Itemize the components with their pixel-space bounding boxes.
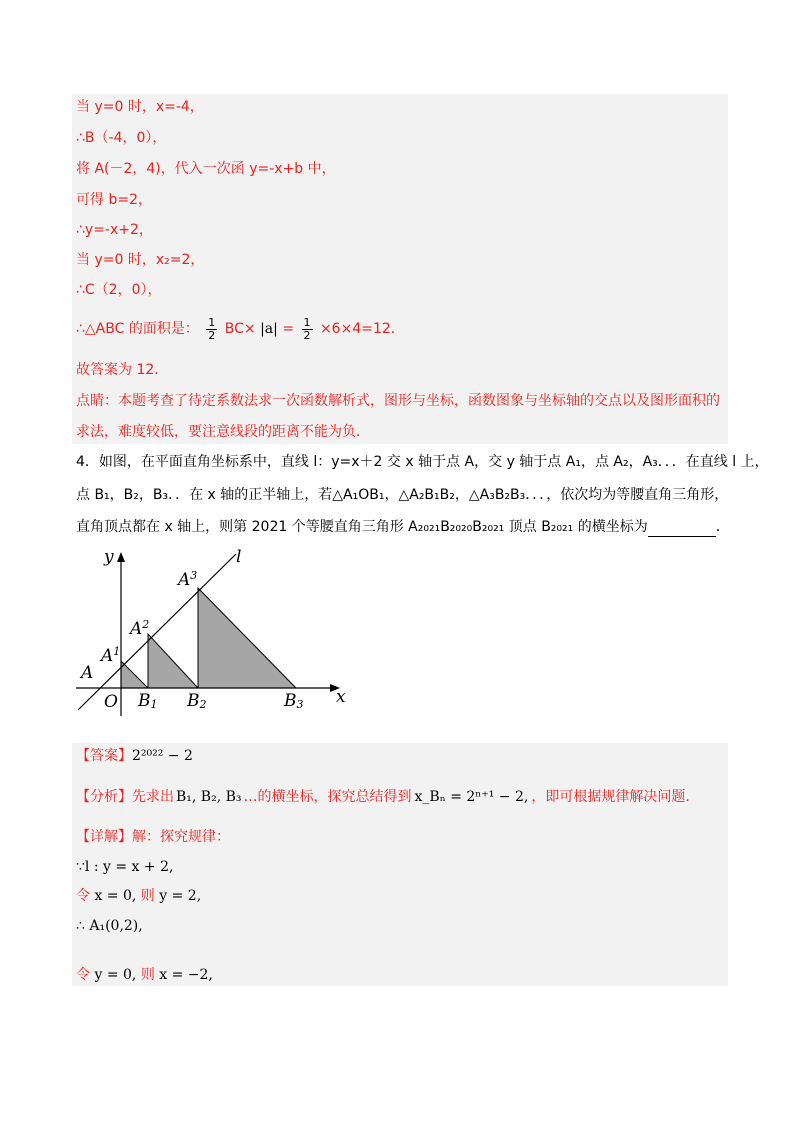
comment-line-1: 点睛：本题考查了待定系数法求一次函数解析式，图形与坐标，函数图象与坐标轴的交点以及图形面积的 [76, 393, 720, 409]
point-a2-label [128, 618, 149, 639]
solution-line-7: ∴C（2，0）， [76, 282, 162, 298]
area-line-bc: BC× [224, 321, 256, 337]
analysis-line [76, 787, 690, 807]
point-a-label: A [81, 663, 94, 683]
step-2-let: 令 [76, 888, 90, 904]
area-line-prefix: ∴△ABC 的面积是： [76, 321, 199, 337]
l-label: l [236, 547, 242, 567]
question-line-3-end: ． [715, 519, 730, 535]
y-axis-arrow [117, 552, 125, 562]
answer-label: 【答案】 [76, 748, 132, 764]
detail-step-2 [76, 886, 201, 906]
step-2-math-2: y = 2, [159, 888, 202, 904]
analysis-text-dots: …的横坐标，探究总结得到 [243, 789, 412, 805]
detail-label: 【详解】 [76, 829, 132, 845]
solution-line-1: 当 y=0 时，x=-4， [76, 99, 204, 115]
point-b2-label [186, 691, 207, 711]
step-4-math-2: x = −2, [159, 967, 213, 983]
answer-line [76, 746, 193, 766]
step-4-then: 则 [140, 967, 155, 983]
area-line-result: ×6×4=12． [319, 321, 405, 337]
b2-subscript: 2 [199, 698, 207, 711]
step-2-math-1: x = 0, [94, 888, 137, 904]
a1-subscript: 1 [113, 645, 121, 658]
point-b3-label [283, 691, 304, 711]
comment-line-2: 求法，难度较低，要注意线段的距离不能为负． [76, 424, 370, 440]
detail-step-3: ∴ A₁(0,2), [76, 918, 143, 934]
analysis-label: 【分析】 [76, 789, 132, 805]
point-a1-label [99, 645, 120, 666]
answer-value: 2²⁰²² − 2 [132, 748, 193, 764]
detail-text: 解：探究规律： [132, 829, 230, 845]
analysis-text-b: ，即可根据规律解决问题. [531, 789, 690, 805]
fraction-num: 1 [303, 315, 311, 329]
y-label: y [104, 547, 114, 567]
question-line-3-text: 直角顶点都在 x 轴上，则第 2021 个等腰直角三角形 A₂₀₂₁B₂₀₂₀B₂₀₂₁ 顶点 B₂₀₂₁ 的横坐标为 [76, 519, 648, 535]
a1-letter: A [101, 646, 114, 666]
triangle-a1ob1 [121, 661, 148, 688]
question-line-2: 点 B₁，B₂，B₃．．在 x 轴的正半轴上，若△A₁OB₁，△A₂B₁B₂，△A₃B₂B₃．．．，依次均为等腰直角三角形， [76, 487, 729, 503]
b3-letter: B [284, 691, 297, 711]
fraction-num: 1 [208, 315, 216, 329]
a2-subscript: 2 [142, 618, 150, 631]
step-4-let: 令 [76, 967, 90, 983]
fraction-den: 2 [303, 328, 311, 342]
b1-subscript: 1 [150, 698, 158, 711]
a2-letter: A [130, 619, 143, 639]
x-label: x [336, 687, 346, 707]
solution-line-6: 当 y=0 时，x₂=2， [76, 252, 205, 268]
question-line-3 [76, 517, 730, 537]
answer-blank [648, 522, 716, 537]
a3-letter: A [178, 570, 191, 590]
point-b1-label [137, 691, 158, 711]
fraction-half-1 [206, 317, 217, 342]
solution-answer: 故答案为 12. [76, 362, 159, 378]
detail-step-4 [76, 965, 213, 985]
detail-line [76, 827, 230, 847]
solution-line-5: ∴y=-x+2， [76, 222, 153, 238]
point-a3-label [176, 569, 197, 590]
solution-line-3: 将 A(－2，4)，代入一次函 y=-x+b 中， [76, 161, 336, 177]
analysis-math: B₁, B₂, B₃ [176, 789, 242, 805]
detail-step-1: ∵l : y = x + 2, [76, 859, 174, 875]
solution-line-2: ∴B（-4，0）， [76, 130, 167, 146]
origin-label: O [104, 692, 118, 712]
analysis-formula: x_Bₙ = 2ⁿ⁺¹ − 2, [414, 789, 529, 805]
question-line-1: 4．如图，在平面直角坐标系中，直线 l：y=x＋2 交 x 轴于点 A，交 y 轴于点 A₁，点 A₂，A₃．．．在直线 l 上， [76, 454, 769, 470]
area-line-equals: = [282, 321, 295, 337]
b3-subscript: 3 [296, 698, 304, 711]
fraction-half-2 [302, 317, 313, 342]
coordinate-figure [68, 540, 368, 720]
triangle-a3b2b3 [198, 588, 296, 688]
b1-letter: B [138, 691, 151, 711]
abs-a: |a| [260, 321, 278, 337]
area-line [76, 314, 405, 344]
fraction-den: 2 [208, 328, 216, 342]
b2-letter: B [187, 691, 200, 711]
triangle-a2b1b2 [148, 634, 198, 688]
analysis-text-a: 先求出 [132, 789, 174, 805]
solution-line-4: 可得 b=2， [76, 192, 152, 208]
step-2-then: 则 [140, 888, 155, 904]
step-4-math-1: y = 0, [94, 967, 137, 983]
a3-subscript: 3 [190, 569, 198, 582]
